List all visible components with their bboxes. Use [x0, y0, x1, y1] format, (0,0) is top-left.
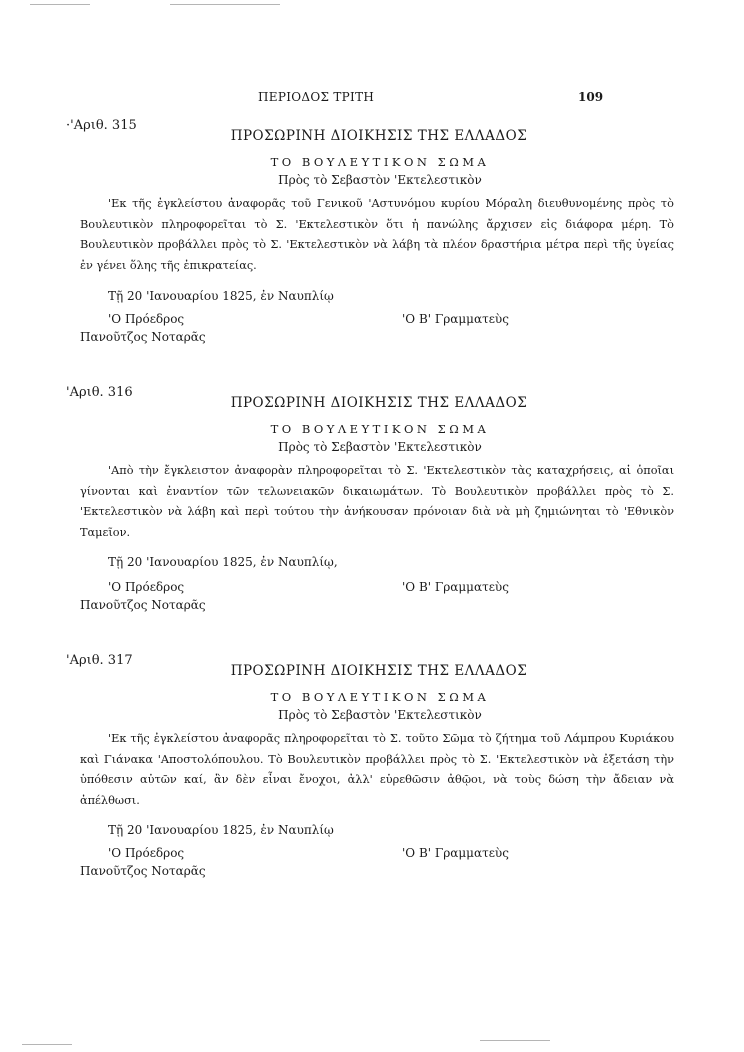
body-heading: ΤΟ ΒΟΥΛΕΥΤΙΚΟΝ ΣΩΜΑ [270, 422, 490, 436]
document-text: 'Εκ τῆς ἐγκλείστου ἀναφορᾶς πληροφορεῖται τὸ Σ. τοῦτο Σῶμα τὸ ζήτημα τοῦ Λάμπρου Κυριάκου καὶ Γιάνακα 'Αποστολόπουλου. Τὸ Βουλευτικὸν προβάλλει πρὸς τὸ Σ. 'Εκτελεστικὸν νὰ ἐξετάση τὴν ὑπόθεσιν αὐτῶν καί, ἂν δὲν εἶναι ἔνοχοι, ἀλλ' εὑρεθῶσιν ἀθῷοι, νὰ τοὺς δώση τὴν ἄδειαν νὰ ἀπέλθωσι. [80, 732, 674, 807]
document-text: 'Απὸ τὴν ἔγκλειστον ἀναφορὰν πληροφορεῖται τὸ Σ. 'Εκτελεστικὸν τὰς καταχρήσεις, αἱ ὁποῖαι γίνονται καὶ ἐναντίον τῶν τελωνειακῶν δικαιωμάτων. Τὸ Βουλευτικὸν προβάλλει πρὸς τὸ Σ. 'Εκτελεστικὸν νὰ λάβη καὶ περὶ τούτου τὴν ἀνήκουσαν πρόνοιαν διὰ νὰ μὴ ζημιώνηται τὸ 'Εθνικὸν Ταμεῖον. [80, 464, 674, 539]
scan-edge-mark [22, 1044, 72, 1045]
authority-heading: ΠΡΟΣΩΡΙΝΗ ΔΙΟΙΚΗΣΙΣ ΤΗΣ ΕΛΛΑΔΟΣ [230, 128, 528, 144]
page-number: 109 [578, 90, 604, 104]
document-entry-315 [0, 118, 744, 348]
document-number: 'Αριθ. 317 [66, 653, 133, 668]
body-heading: ΤΟ ΒΟΥΛΕΥΤΙΚΟΝ ΣΩΜΑ [270, 155, 490, 169]
addressee-line: Πρὸς τὸ Σεβαστὸν 'Εκτελεστικὸν [278, 173, 482, 187]
scan-edge-mark [30, 4, 90, 5]
body-heading: ΤΟ ΒΟΥΛΕΥΤΙΚΟΝ ΣΩΜΑ [270, 690, 490, 704]
authority-heading: ΠΡΟΣΩΡΙΝΗ ΔΙΟΙΚΗΣΙΣ ΤΗΣ ΕΛΛΑΔΟΣ [230, 395, 528, 411]
scan-edge-mark [170, 4, 280, 5]
secretary-title: 'Ο Β' Γραμματεὺς [402, 312, 509, 326]
running-title: ΠΕΡΙΟΔΟΣ ΤΡΙΤΗ [258, 90, 375, 104]
president-title: 'Ο Πρόεδρος [108, 580, 185, 594]
document-text: 'Εκ τῆς ἐγκλείστου ἀναφορᾶς τοῦ Γενικοῦ 'Αστυνόμου κυρίου Μόραλη διευθυνομένης πρὸς τὸ Βουλευτικὸν πληροφορεῖται τὸ Σ. 'Εκτελεστικὸν ὅτι ἡ πανώλης ἄρχισεν εἰς διάφορα μέρη. Τὸ Βουλευτικὸν προβάλλει πρὸς τὸ Σ. 'Εκτελεστικὸν νὰ λάβη τὰ πλέον δραστήρια μέτρα περὶ τῆς ὑγείας ἐν γένει ὅλης τῆς ἐπικρατείας. [80, 197, 674, 272]
scan-edge-mark [480, 1040, 550, 1041]
dateline: Τῇ 20 'Ιανουαρίου 1825, ἐν Ναυπλίῳ, [108, 555, 338, 569]
president-title: 'Ο Πρόεδρος [108, 846, 185, 860]
addressee-line: Πρὸς τὸ Σεβαστὸν 'Εκτελεστικὸν [278, 708, 482, 722]
president-name: Πανοῦτζος Νοταρᾶς [80, 598, 206, 612]
document-number: 'Αριθ. 316 [66, 385, 133, 400]
running-head [0, 90, 744, 106]
secretary-title: 'Ο Β' Γραμματεὺς [402, 580, 509, 594]
secretary-title: 'Ο Β' Γραμματεὺς [402, 846, 509, 860]
president-name: Πανοῦτζος Νοταρᾶς [80, 864, 206, 878]
dateline: Τῇ 20 'Ιανουαρίου 1825, ἐν Ναυπλίῳ [108, 289, 334, 303]
document-entry-317 [0, 653, 744, 883]
authority-heading: ΠΡΟΣΩΡΙΝΗ ΔΙΟΙΚΗΣΙΣ ΤΗΣ ΕΛΛΑΔΟΣ [230, 663, 528, 679]
president-name: Πανοῦτζος Νοταρᾶς [80, 330, 206, 344]
document-number: ·'Αριθ. 315 [66, 118, 137, 133]
dateline: Τῇ 20 'Ιανουαρίου 1825, ἐν Ναυπλίῳ [108, 823, 334, 837]
addressee-line: Πρὸς τὸ Σεβαστὸν 'Εκτελεστικὸν [278, 440, 482, 454]
president-title: 'Ο Πρόεδρος [108, 312, 185, 326]
document-entry-316 [0, 385, 744, 615]
